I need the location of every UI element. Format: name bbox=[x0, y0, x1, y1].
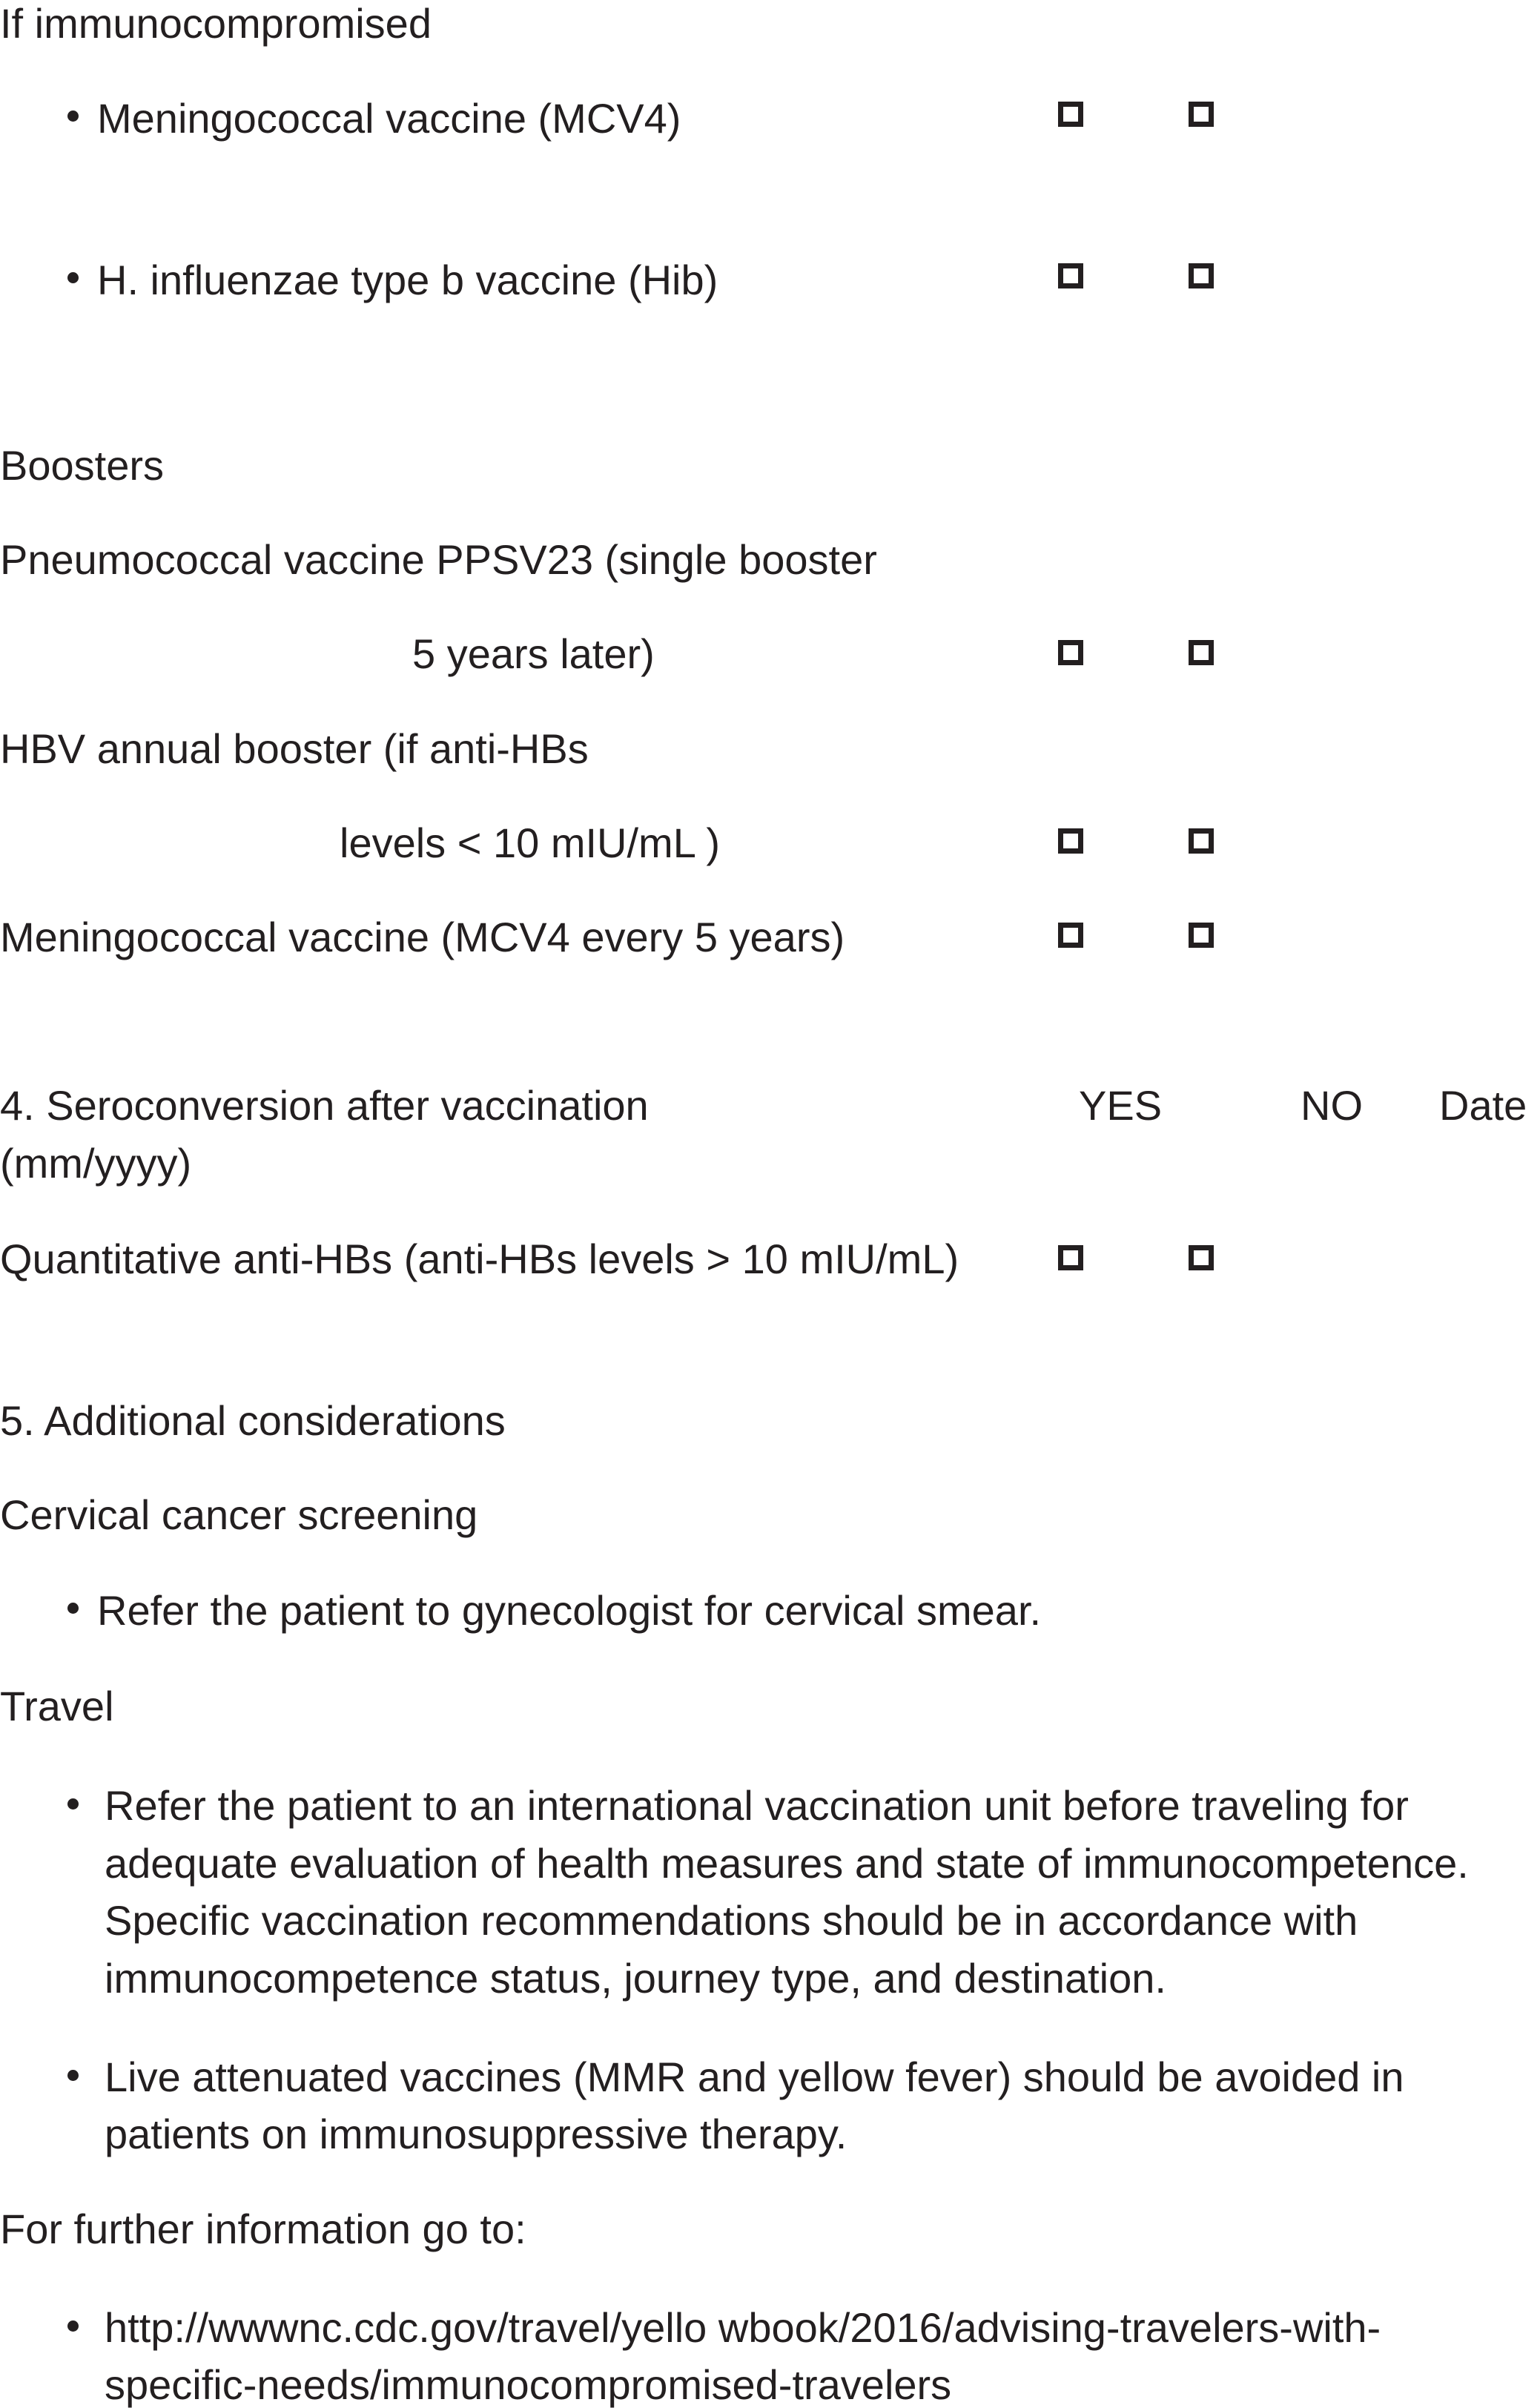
travel-item2-line: patients on immunosuppressive therapy. bbox=[105, 2111, 847, 2157]
yes-checkbox[interactable] bbox=[1058, 640, 1083, 665]
travel-item1-line: Refer the patient to an international vaccination unit before traveling for bbox=[105, 1782, 1409, 1829]
no-checkbox[interactable] bbox=[1189, 640, 1214, 665]
yes-checkbox[interactable] bbox=[1058, 102, 1083, 127]
travel-item1-line: Specific vaccination recommendations should be in accordance with bbox=[105, 1897, 1358, 1944]
mcv4-booster-label: Meningococcal vaccine (MCV4 every 5 years) bbox=[0, 914, 845, 960]
date-format: (mm/yyyy) bbox=[0, 1140, 192, 1187]
mcv4-label: Meningococcal vaccine (MCV4) bbox=[97, 95, 681, 142]
immunocompromised-heading: If immunocompromised bbox=[0, 0, 432, 47]
bullet-icon bbox=[67, 2070, 79, 2081]
yes-column-header: YES bbox=[1079, 1082, 1163, 1129]
cdc-link-line[interactable]: specific-needs/immunocompromised-travelers bbox=[105, 2361, 952, 2408]
travel-heading: Travel bbox=[0, 1683, 114, 1729]
anti-hbs-label: Quantitative anti-HBs (anti-HBs levels > 10 mIU/mL) bbox=[0, 1236, 959, 1282]
cervical-heading: Cervical cancer screening bbox=[0, 1491, 478, 1538]
date-column-header: Date bbox=[1439, 1082, 1527, 1129]
yes-checkbox[interactable] bbox=[1058, 828, 1083, 854]
cervical-item: Refer the patient to gynecologist for cervical smear. bbox=[97, 1587, 1042, 1634]
no-checkbox[interactable] bbox=[1189, 1245, 1214, 1270]
further-info-heading: For further information go to: bbox=[0, 2206, 526, 2252]
bullet-icon bbox=[67, 110, 79, 122]
bullet-icon bbox=[67, 1603, 79, 1614]
no-checkbox[interactable] bbox=[1189, 923, 1214, 948]
no-checkbox[interactable] bbox=[1189, 263, 1214, 288]
travel-item1-line: adequate evaluation of health measures and state of immunocompetence. bbox=[105, 1840, 1469, 1887]
hbv-label-line1: HBV annual booster (if anti-HBs bbox=[0, 725, 589, 772]
seroconversion-heading: 4. Seroconversion after vaccination bbox=[0, 1082, 649, 1129]
bullet-icon bbox=[67, 272, 79, 283]
boosters-heading: Boosters bbox=[0, 442, 164, 489]
hbv-label-line2: levels < 10 mIU/mL ) bbox=[340, 819, 720, 866]
no-checkbox[interactable] bbox=[1189, 102, 1214, 127]
no-checkbox[interactable] bbox=[1189, 828, 1214, 854]
ppsv23-label-line1: Pneumococcal vaccine PPSV23 (single booster bbox=[0, 536, 877, 583]
yes-checkbox[interactable] bbox=[1058, 923, 1083, 948]
yes-checkbox[interactable] bbox=[1058, 1245, 1083, 1270]
cdc-link-line[interactable]: http://wwwnc.cdc.gov/travel/yello wbook/2016/advising-travelers-with- bbox=[105, 2304, 1381, 2351]
bullet-icon bbox=[67, 2320, 79, 2332]
bullet-icon bbox=[67, 1798, 79, 1810]
additional-heading: 5. Additional considerations bbox=[0, 1397, 506, 1444]
hib-label: H. influenzae type b vaccine (Hib) bbox=[97, 257, 718, 303]
travel-item1-line: immunocompetence status, journey type, and destination. bbox=[105, 1955, 1166, 2002]
ppsv23-label-line2: 5 years later) bbox=[412, 630, 655, 677]
yes-checkbox[interactable] bbox=[1058, 263, 1083, 288]
travel-item2-line: Live attenuated vaccines (MMR and yellow fever) should be avoided in bbox=[105, 2054, 1404, 2100]
no-column-header: NO bbox=[1301, 1082, 1363, 1129]
